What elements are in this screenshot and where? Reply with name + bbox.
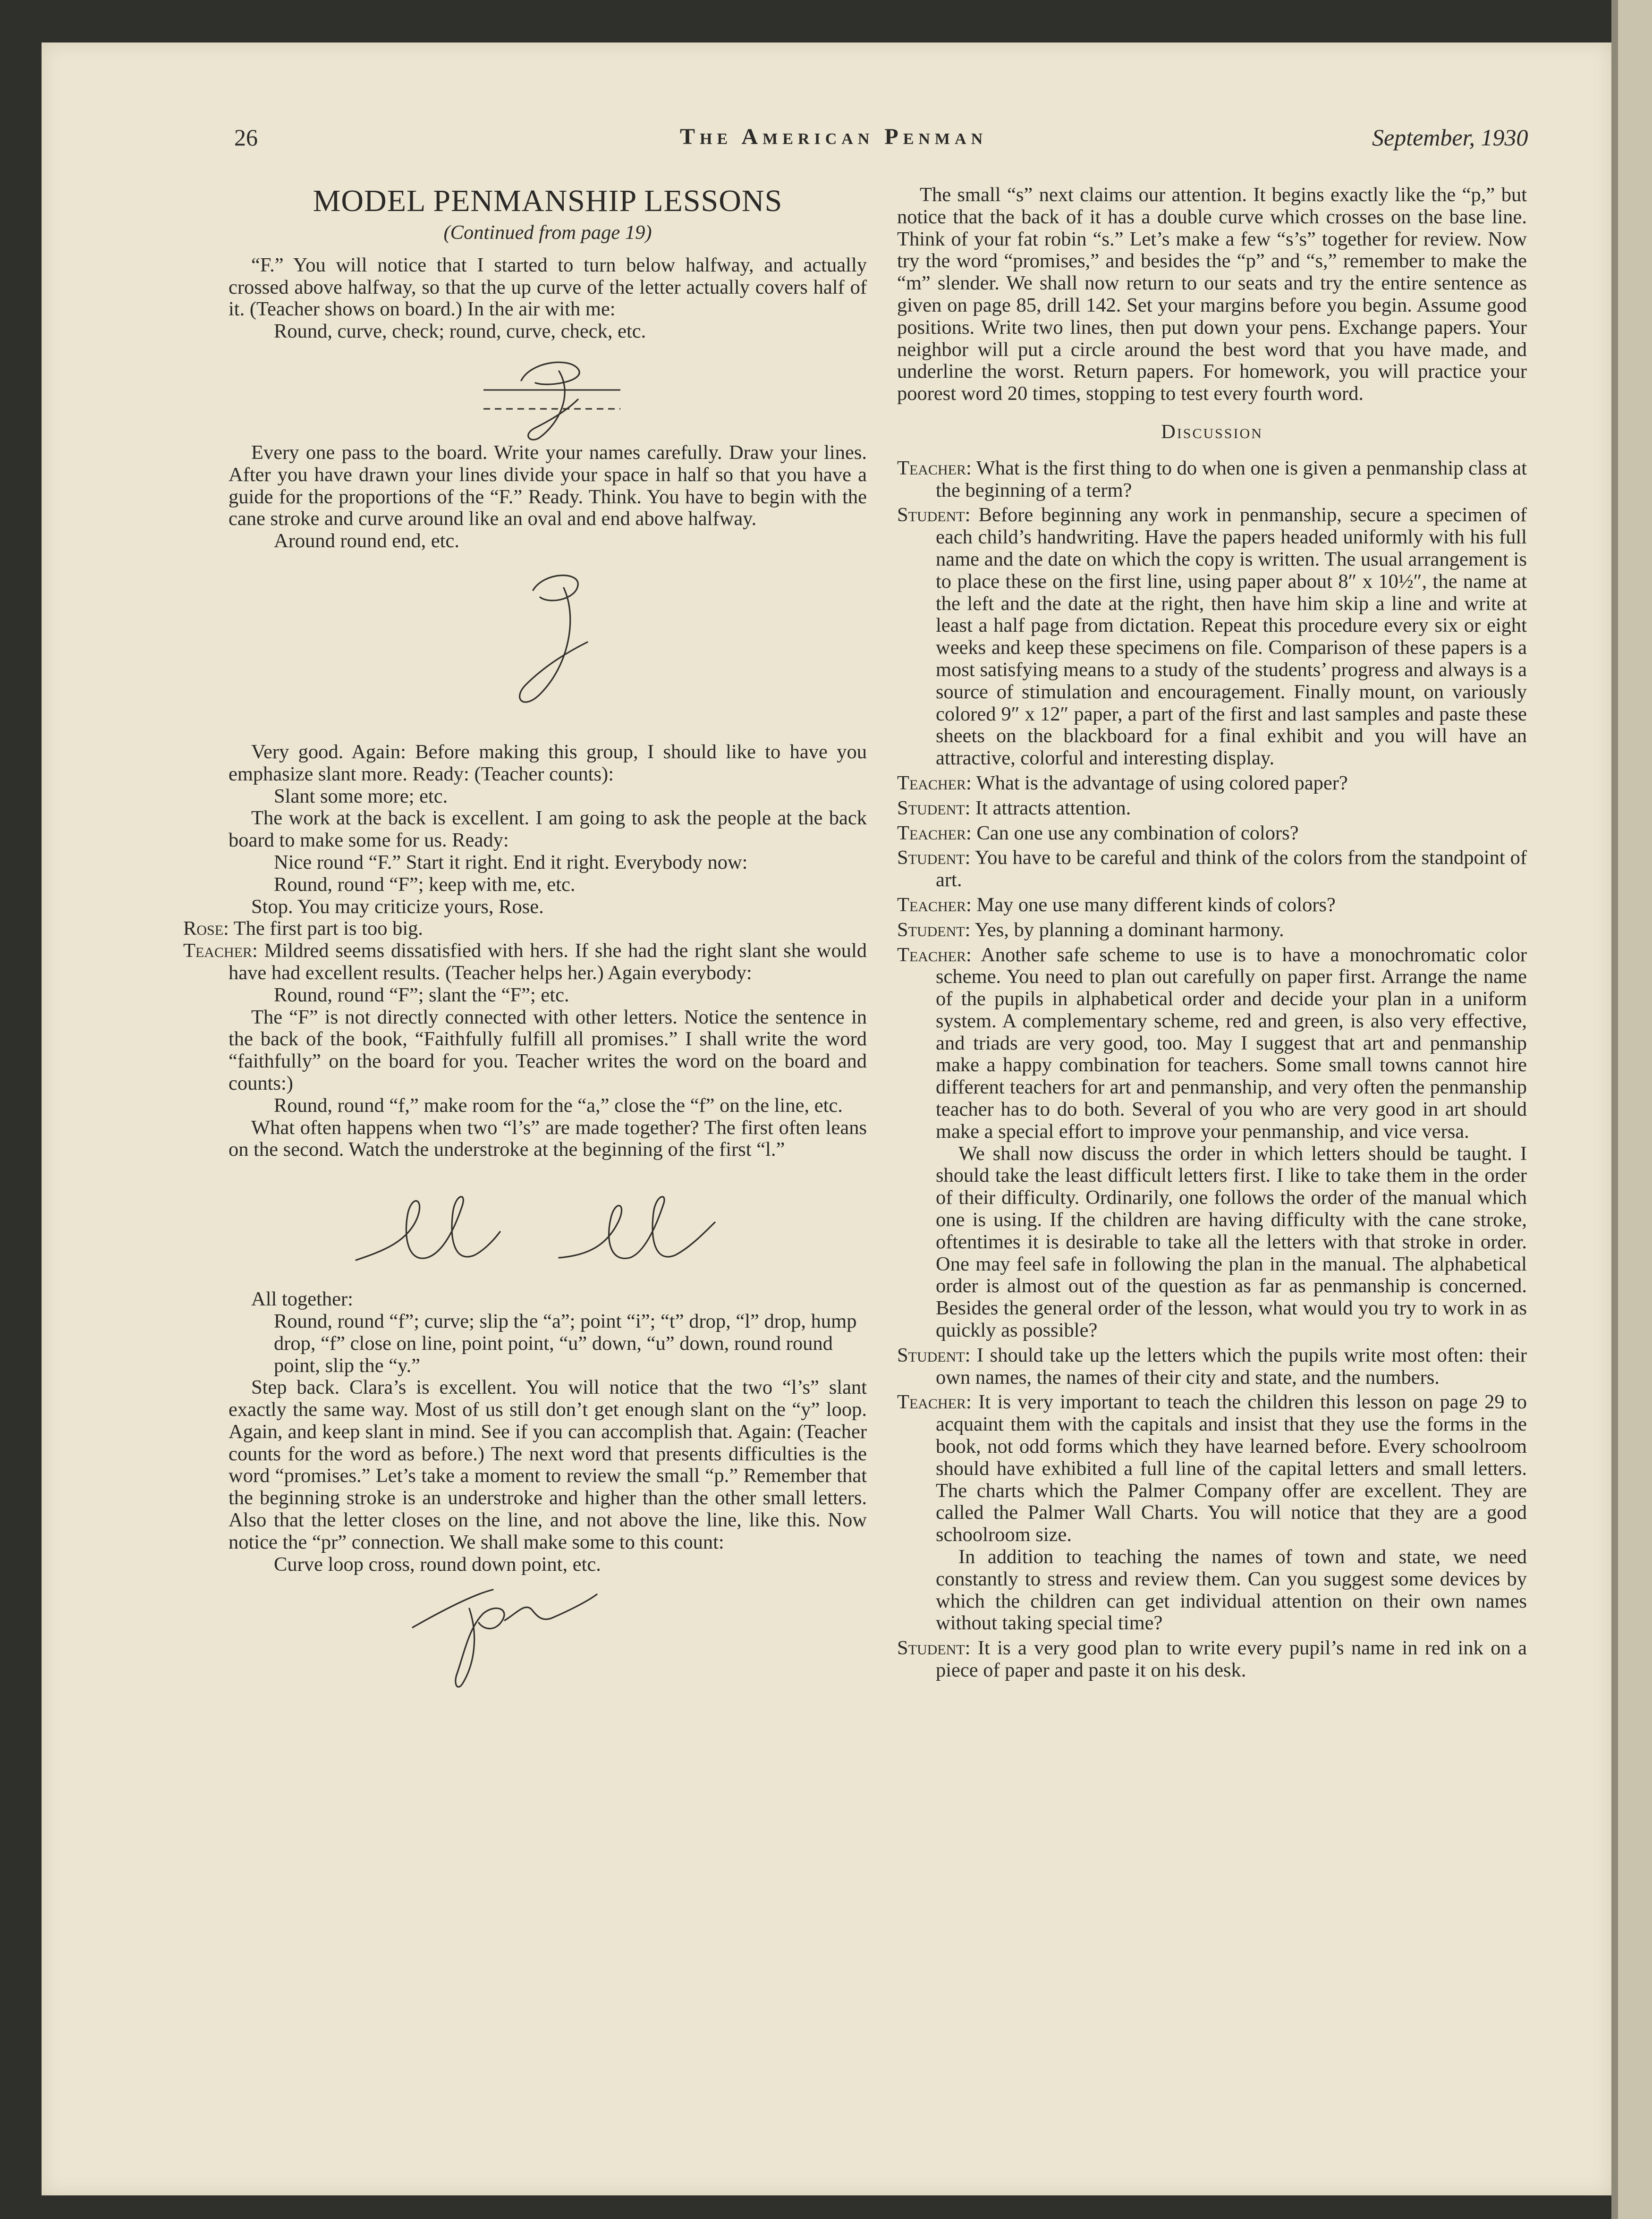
speaker-label: Teacher <box>897 893 966 916</box>
count-line: Around round end, etc. <box>274 530 460 552</box>
script-pr-figure <box>229 1575 867 1694</box>
dialogue-text: The first part is too big. <box>233 917 424 940</box>
dialogue-line: Student: Yes, by planning a dominant harmony. <box>897 918 1284 941</box>
speaker-label: Teacher <box>897 822 966 844</box>
dialogue-line: Teacher: What is the first thing to do when one is given a penmanship class at the beginning of a term? <box>897 457 1527 501</box>
section-heading: Discussion <box>1161 420 1263 443</box>
issue-date: September, 1930 <box>1372 124 1528 151</box>
count-line: Curve loop cross, round down point, etc. <box>274 1553 601 1575</box>
speaker-label: Student <box>897 796 965 819</box>
speaker-label: Teacher <box>897 771 966 794</box>
paragraph: The small “s” next claims our attention. It begins exactly like the “p,” but notice that the back of it has a double curve which crosses on the base line. Think of your fat robin “s.” Let’s make a few “s’s” together for review. Now try the word “promises,” and besides the “p” and “s,” remember to make the “m” slender. We shall now return to our seats and try the entire sentence as given on page 85, drill 142. Set your margins before you begin. Assume good positions. Write two lines, then put down your pens. Exchange papers. Your neighbor will put a circle around the best word that you have made, and underline the worst. Return papers. For homework, you will practice your poorest word 20 times, stopping to test every fourth word. <box>897 184 1527 405</box>
count-line: Round, round “f”; curve; slip the “a”; point “i”; “t” drop, “l” drop, hump drop, “f” close on line, point point, “u” down, “u” down, round round point, slip the “y.” <box>274 1310 857 1377</box>
dialogue-line: Teacher: Mildred seems dissatisfied with hers. If she had the right slant she would have had excellent results. (Teacher helps her.) Again everybody: <box>183 940 867 984</box>
dialogue-text: Before beginning any work in penmanship, secure a specimen of each child’s handwriting. Have the papers headed uniformly with his full name and the date on which the copy is written. The usual arrangement is to place these on the first line, using paper about 8″ x 10½″, the name at the left and the date at the right, then have him skip a line and write at least a half page from dictation. Repeat this procedure every six or eight weeks and keep these specimens on file. Comparison of these papers is a most satisfying means to a study of the students’ progress and always is a source of stimulation and encouragement. Finally mount, on variously colored 9″ x 12″ paper, a part of the first and last samples and paste these sheets on the blackboard for a final exhibit and you will have an attractive, colorful and interesting display. <box>936 504 1527 770</box>
count-line: Round, round “f,” make room for the “a,” close the “f” on the line, etc. <box>274 1094 843 1117</box>
count-line: Nice round “F.” Start it right. End it right. Everybody now: <box>274 851 748 873</box>
dialogue-line: Student: I should take up the letters which the pupils write most often: their own names, the names of their city and state, and the numbers. <box>897 1344 1527 1389</box>
speaker-label: Student <box>897 847 965 869</box>
dialogue-text: It attracts attention. <box>975 796 1131 819</box>
running-title: The American Penman <box>680 124 988 149</box>
dialogue-text: What is the first thing to do when one is given a penmanship class at the beginning of a term? <box>936 457 1527 501</box>
speaker-label: Teacher <box>897 457 966 479</box>
dialogue-text: Yes, by planning a dominant harmony. <box>974 918 1284 941</box>
dialogue-block <box>897 457 1527 1143</box>
speaker-label: Student <box>897 1637 965 1660</box>
dialogue-text: May one use many different kinds of colors? <box>976 893 1336 916</box>
paragraph: Stop. You may criticize yours, Rose. <box>251 895 544 918</box>
count-line: Round, round “F”; keep with me, etc. <box>274 873 576 896</box>
paragraph: The “F” is not directly connected with other letters. Notice the sentence in the back of the book, “Faithfully fulfill all promises.” I shall write the word “faithfully” on the board for you. Teacher writes the word on the board and counts:) <box>229 1006 867 1094</box>
dialogue-line: Teacher: It is very important to teach the children this lesson on page 29 to acquaint them with the capitals and insist that they use the forms in the book, not odd forms which they have learned before. Every schoolroom should have exhibited a full line of the capital letters and small letters. The charts which the Palmer Company offer are excellent. They are called the Palmer Wall Charts. You will notice that they are a good schoolroom size. <box>897 1391 1527 1546</box>
paragraph: “F.” You will notice that I started to turn below halfway, and actually crossed above halfway, so that the up curve of the letter actually covers half of it. (Teacher shows on board.) In the air with me: <box>229 254 867 321</box>
dialogue-text: You have to be careful and think of the colors from the standpoint of art. <box>936 847 1527 891</box>
article-subtitle: (Continued from page 19) <box>443 221 652 244</box>
left-column <box>183 184 867 1694</box>
paragraph: What often happens when two “l’s” are made together? The first often leans on the second. Watch the understroke at the beginning of the first “l.” <box>229 1116 867 1161</box>
script-f-figure <box>229 552 867 741</box>
speaker-label: Student <box>897 918 965 941</box>
paragraph: Step back. Clara’s is excellent. You will notice that the two “l’s” slant exactly the same way. Most of us still don’t get enough slant on the “y” loop. Again, and keep slant in mind. See if you can accomplish that. Again: (Teacher counts for the word as before.) The next word that presents difficulties is the word “promises.” Let’s take a moment to review the small “p.” Remember that the beginning stroke is an understroke and higher than the other small letters. Also that the letter closes on the line, and not above the line, like this. Now notice the “pr” connection. We shall make some to this count: <box>229 1376 867 1553</box>
count-line: Round, round “F”; slant the “F”; etc. <box>274 983 569 1006</box>
paragraph: We shall now discuss the order in which letters should be taught. I should take the least difficult letters first. I like to take them in the order of their difficulty. Ordinarily, one follows the order of the manual which one is using. If the children are having difficulty with the cane stroke, oftentimes it is desirable to take all the letters with that stroke in order. One may feel safe in following the plan in the manual. The alphabetical order is almost out of the question as far as penmanship is concerned. Besides the general order of the lesson, what would you try to work in as quickly as possible? <box>936 1142 1527 1342</box>
paragraph: In addition to teaching the names of town and state, we need constantly to stress and review them. Can you suggest some devices by which the children can get individual attention on their own names without taking special time? <box>936 1546 1527 1635</box>
dialogue-line: Teacher: Another safe scheme to use is to have a monochromatic color scheme. You need to plan out carefully on paper first. Arrange the name of the pupils in alphabetical order and decide your plan in a uniform system. A complementary scheme, red and green, is also very effective, and triads are very good, too. May I suggest that art and penmanship make a happy combination for teachers. Some small towns cannot hire different teachers for art and penmanship, and very often the penmanship teacher has to do both. Several of you who are very good in art should make a special effort to improve your penmanship, and vice versa. <box>897 943 1527 1143</box>
adjacent-page-edge <box>1611 0 1652 2219</box>
paragraph: All together: <box>251 1288 353 1311</box>
speaker-label: Teacher <box>183 940 252 962</box>
paragraph: The work at the back is excellent. I am going to ask the people at the back board to make some for us. Ready: <box>229 807 867 852</box>
dialogue-text: Can one use any combination of colors? <box>976 822 1299 844</box>
dialogue-line: Teacher: Can one use any combination of colors? <box>897 822 1299 844</box>
dialogue-text: It is very important to teach the children this lesson on page 29 to acquaint them with the capitals and insist that they use the forms in the book, not odd forms which they have learned before. Every schoolroom should have exhibited a full line of the capital letters and small letters. The charts which the Palmer Company offer are excellent. They are called the Palmer Wall Charts. You will notice that they are a good schoolroom size. <box>936 1391 1527 1546</box>
dialogue-line: Teacher: What is the advantage of using colored paper? <box>897 771 1348 794</box>
speaker-label: Teacher <box>897 943 966 966</box>
script-ll-figure <box>229 1161 867 1288</box>
dialogue-line: Student: Before beginning any work in penmanship, secure a specimen of each child’s handwriting. Have the papers headed uniformly with his full name and the date on which the copy is written. The usual arrangement is to place these on the first line, using paper about 8″ x 10½″, the name at the left and the date at the right, then have him skip a line and write at least a half page from dictation. Repeat this procedure every six or eight weeks and keep these specimens on file. Comparison of these papers is a most satisfying means to a study of the students’ progress and always is a source of stimulation and encouragement. Finally mount, on variously colored 9″ x 12″ paper, a part of the first and last samples and paste these sheets on the blackboard for a final exhibit and you will have an attractive, colorful and interesting display. <box>897 504 1527 770</box>
dialogue-text: I should take up the letters which the pupils write most often: their own names, the names of their city and state, and the numbers. <box>936 1344 1527 1389</box>
article-title: MODEL PENMANSHIP LESSONS <box>313 184 783 218</box>
dialogue-line: Student: It is a very good plan to write every pupil’s name in red ink on a piece of paper and paste it on his desk. <box>897 1637 1527 1681</box>
paragraph: Very good. Again: Before making this group, I should like to have you emphasize slant more. Ready: (Teacher counts): <box>229 740 867 785</box>
page-number: 26 <box>234 124 258 151</box>
paragraph: Every one pass to the board. Write your names carefully. Draw your lines. After you have drawn your lines divide your space in half so that you have a guide for the proportions of the “F.” Ready. Think. You have to begin with the cane stroke and curve around like an oval and end above halfway. <box>229 441 867 530</box>
dialogue-line: Student: It attracts attention. <box>897 796 1131 819</box>
dialogue-line: Student: You have to be careful and think of the colors from the standpoint of art. <box>897 847 1527 891</box>
dialogue-text: Mildred seems dissatisfied with hers. If she had the right slant she would have had excellent results. (Teacher helps her.) Again everybody: <box>229 940 867 984</box>
speaker-label: Rose <box>183 917 224 940</box>
speaker-label: Student <box>897 1344 965 1366</box>
speaker-label: Teacher <box>897 1391 966 1414</box>
dialogue-text: What is the advantage of using colored paper? <box>976 771 1348 794</box>
dialogue-line: Rose: The first part is too big. <box>183 917 424 940</box>
dialogue-text: It is a very good plan to write every pupil’s name in red ink on a piece of paper and paste it on his desk. <box>936 1637 1527 1681</box>
dialogue-line: Teacher: May one use many different kinds of colors? <box>897 893 1336 916</box>
right-column <box>897 184 1527 1682</box>
speaker-label: Student <box>897 504 965 526</box>
count-line: Round, curve, check; round, curve, check, etc. <box>274 320 646 343</box>
dialogue-block <box>897 1345 1527 1546</box>
dialogue-text: Another safe scheme to use is to have a monochromatic color scheme. You need to plan out carefully on paper first. Arrange the name of the pupils in alphabetical order and decide your plan in a uniform system. A complementary scheme, red and green, is also very effective, and triads are very good, too. May I suggest that art and penmanship make a happy combination for teachers. Some small towns cannot hire different teachers for art and penmanship, and very often the penmanship teacher has to do both. Several of you who are very good in art should make a special effort to improve your penmanship, and vice versa. <box>936 943 1527 1143</box>
script-f-on-baseline-figure <box>229 343 867 442</box>
count-line: Slant some more; etc. <box>274 785 448 807</box>
